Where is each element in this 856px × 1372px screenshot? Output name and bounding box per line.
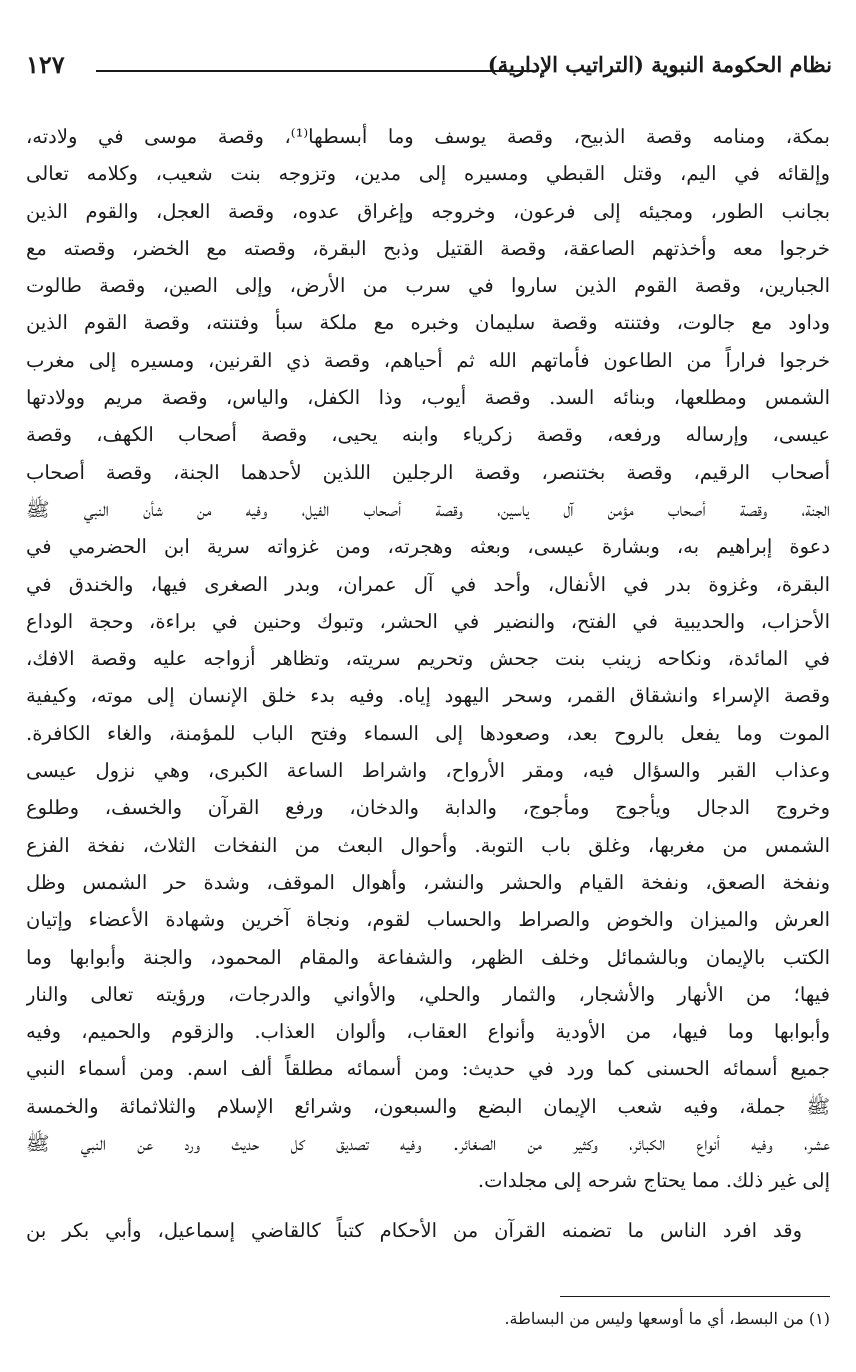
text-line: وإلقائه في اليم، وقتل القبطي ومسيره إلى مدين، وتزوجه بنت شعيب، وكلامه تعالى — [26, 162, 830, 186]
text-line: وأبوابها وما فيها، من الأودية وأنواع العقاب، وألوان العذاب. والزقوم والحميم، وفيه — [26, 1020, 830, 1044]
text-line: وخروج الدجال ويأجوج ومأجوج، والدابة والدخان، ورفع القرآن والخسف، وطلوع — [26, 796, 830, 820]
main-paragraph — [26, 118, 830, 1200]
text-line: أصحاب الرقيم، وقصة بختنصر، وقصة الرجلين اللذين لأحدهما الجنة، وقصة أصحاب — [26, 460, 830, 484]
header-rule — [96, 70, 538, 72]
running-header — [26, 48, 832, 82]
text-line: الشمس ومطلعها، وبنائه السد. وقصة أيوب، وذا الكفل، والياس، وقصة مريم وولادتها — [26, 386, 830, 410]
footnote: (١) من البسط، أي ما أوسعها وليس من البساطة. — [504, 1309, 830, 1328]
text-line: بمكة، ومنامه وقصة الذبيح، وقصة يوسف وما أبسطها⁽¹⁾، وقصة موسى في ولادته، — [26, 125, 830, 148]
text-line: عشر، وفيه أنواع الكبائر، وكثير من الصغائر. وفيه تصديق كل حديث ورد عن النبي ﷺ — [26, 1132, 830, 1156]
text-line: وقصة الإسراء وانشقاق القمر، وسحر اليهود إياه. وفيه بدء خلق الإنسان إلى موته، وكيفية — [26, 684, 830, 708]
text-line: بجانب الطور، ومجيئه إلى فرعون، وخروجه وإغراق عدوه، وقصة العجل، والقوم الذين — [26, 199, 830, 223]
text-line: دعوة إبراهيم به، وبشارة عيسى، وبعثه وهجرته، ومن غزواته سرية ابن الحضرمي في — [26, 535, 830, 559]
text-line: جميع أسمائه الحسنى كما ورد في حديث: ومن أسمائه مطلقاً ألف اسم. ومن أسماء النبي — [26, 1057, 830, 1081]
text-line: الجنة، وقصة أصحاب مؤمن آل ياسين، وقصة أصحاب الفيل، وفيه من شأن النبي ﷺ — [26, 497, 830, 521]
text-line: الشمس من مغربها، وغلق باب التوبة. وأحوال البعث من النفخات الثلاث، نفخة الفزع — [26, 833, 830, 857]
text-line: خرجوا فراراً من الطاعون فأماتهم الله ثم أحياهم، وقصة ذي القرنين، ومسيره إلى مغرب — [26, 348, 830, 372]
text-line: عيسى، وإرساله ورفعه، وقصة زكرياء وابنه يحيى، وقصة أصحاب الكهف، وقصة — [26, 423, 830, 447]
text-line: وعذاب القبر والسؤال فيه، ومقر الأرواح، واشراط الساعة الكبرى، وهي نزول عيسى — [26, 759, 830, 783]
text-line: خرجوا معه وأخذتهم الصاعقة، وقصة القتيل وذبح البقرة، وقصته مع الخضر، وقصته مع — [26, 236, 830, 260]
text-line: الجبارين، وقصة القوم الذين ساروا في سرب من الأرض، وإلى الصين، وقصة طالوت — [26, 274, 830, 298]
text-line: الأحزاب، والحديبية في الفتح، والنضير في الحشر، وتبوك وحنين في براءة، وحجة الوداع — [26, 609, 830, 633]
footnote-separator — [560, 1296, 830, 1297]
text-line: في المائدة، ونكاحه زينب بنت جحش وتحريم سريته، وتظاهر أزواجه عليه وقصة الافك، — [26, 647, 830, 671]
text-line: الكتب بالإيمان وبالشمائل وخلف الظهر، والشفاعة والمقام المحمود، والجنة وأبوابها وما — [26, 945, 830, 969]
page-number: ١٢٧ — [26, 50, 65, 79]
text-line-last: إلى غير ذلك. مما يحتاج شرحه إلى مجلدات. — [477, 1169, 830, 1193]
text-line: ونفخة الصعق، ونفخة القيام والحشر والنشر، وأهوال الموقف، وشدة حر الشمس وظل — [26, 870, 830, 894]
second-paragraph — [26, 1212, 830, 1249]
text-line: الموت وما يفعل بالروح بعد، وصعودها إلى السماء وفتح الباب للمؤمنة، والغاء الكافرة. — [26, 721, 830, 745]
text-line: وداود مع جالوت، وفتنته وقصة سليمان وخبره مع ملكة سبأ وفتنته، وقصة القوم الذين — [26, 311, 830, 335]
text-line: فيها؛ من الأنهار والأشجار، والثمار والحلي، والأواني والدرجات، ورؤيته تعالى والنار — [26, 982, 830, 1006]
header-title: نظام الحكومة النبوية (التراتيب الإدارية) — [487, 52, 832, 77]
text-line: العرش والميزان والخوض والصراط والحساب لقوم، ونجاة آخرين وشهادة الأعضاء وإتيان — [26, 908, 830, 932]
text-line: ﷺ جملة، وفيه شعب الإيمان البضع والسبعون، وشرائع الإسلام والثلاثمائة والخمسة — [26, 1094, 830, 1118]
text-line: وقد افرد الناس ما تضمنه القرآن من الأحكام كتباً كالقاضي إسماعيل، وأبي بكر بن — [26, 1219, 802, 1242]
text-line: البقرة، وغزوة بدر في الأنفال، وأحد في آل عمران، وبدر الصغرى فيها، والخندق في — [26, 572, 830, 596]
